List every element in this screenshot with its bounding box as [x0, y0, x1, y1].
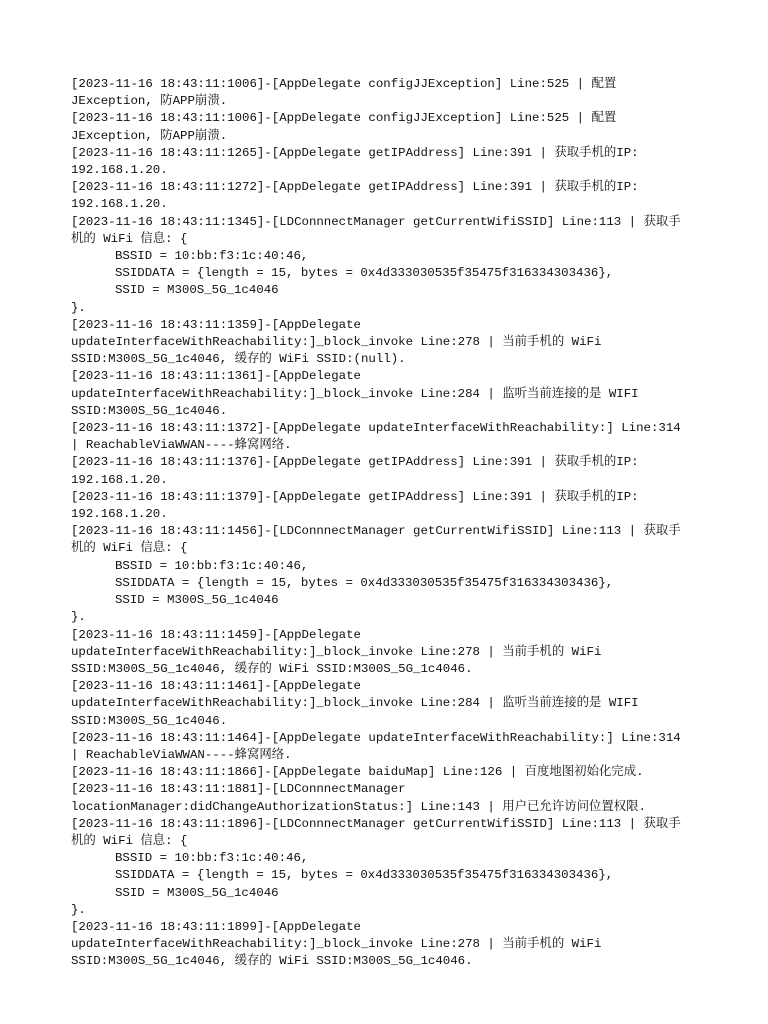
- log-line: 192.168.1.20.: [71, 507, 168, 522]
- log-document: [71, 76, 701, 971]
- log-line: SSID = M300S_5G_1c4046: [115, 283, 279, 298]
- log-entry: [71, 523, 701, 626]
- log-line: }.: [71, 610, 86, 625]
- log-line: [2023-11-16 18:43:11:1899]-[AppDelegate: [71, 919, 361, 934]
- log-line: [2023-11-16 18:43:11:1379]-[AppDelegate getIPAddress] Line:391 | 获取手机的IP:: [71, 489, 639, 504]
- log-entry: [71, 145, 701, 179]
- log-line: locationManager:didChangeAuthorizationStatus:] Line:143 | 用户已允许访问位置权限.: [71, 799, 646, 814]
- log-entry: [71, 454, 701, 488]
- log-line: [2023-11-16 18:43:11:1376]-[AppDelegate getIPAddress] Line:391 | 获取手机的IP:: [71, 455, 639, 470]
- log-line: [2023-11-16 18:43:11:1272]-[AppDelegate getIPAddress] Line:391 | 获取手机的IP:: [71, 180, 639, 195]
- log-line: 192.168.1.20.: [71, 472, 168, 487]
- log-line: 192.168.1.20.: [71, 197, 168, 212]
- log-entry: [71, 420, 701, 454]
- log-line: 机的 WiFi 信息: {: [71, 541, 188, 556]
- log-line: 机的 WiFi 信息: {: [71, 833, 188, 848]
- log-line: JException, 防APP崩溃.: [71, 128, 228, 143]
- log-line: BSSID = 10:bb:f3:1c:40:46,: [115, 249, 309, 264]
- log-entry: [71, 781, 701, 815]
- log-line: updateInterfaceWithReachability:]_block_invoke Line:278 | 当前手机的 WiFi: [71, 937, 602, 952]
- log-entry: [71, 730, 701, 764]
- log-line: [2023-11-16 18:43:11:1866]-[AppDelegate baiduMap] Line:126 | 百度地图初始化完成.: [71, 765, 644, 780]
- log-line: [2023-11-16 18:43:11:1896]-[LDConnnectManager getCurrentWifiSSID] Line:113 | 获取手: [71, 816, 681, 831]
- log-line: [2023-11-16 18:43:11:1461]-[AppDelegate: [71, 679, 361, 694]
- log-line: SSID = M300S_5G_1c4046: [115, 885, 279, 900]
- log-entry: [71, 678, 701, 730]
- log-line: [2023-11-16 18:43:11:1464]-[AppDelegate updateInterfaceWithReachability:] Line:314: [71, 730, 681, 745]
- log-line: | ReachableViaWWAN----蜂窝网络.: [71, 438, 292, 453]
- log-entry: [71, 816, 701, 919]
- log-line: updateInterfaceWithReachability:]_block_invoke Line:278 | 当前手机的 WiFi: [71, 335, 602, 350]
- log-line: [2023-11-16 18:43:11:1006]-[AppDelegate configJJException] Line:525 | 配置: [71, 77, 617, 91]
- log-entry: [71, 76, 701, 110]
- log-line: updateInterfaceWithReachability:]_block_invoke Line:284 | 监听当前连接的是 WIFI: [71, 696, 639, 711]
- log-line: SSID:M300S_5G_1c4046, 缓存的 WiFi SSID:M300S_5G_1c4046.: [71, 661, 473, 676]
- log-line: BSSID = 10:bb:f3:1c:40:46,: [115, 558, 309, 573]
- log-line: SSIDDATA = {length = 15, bytes = 0x4d333030535f35475f316334303436},: [115, 266, 614, 281]
- log-entry: [71, 110, 701, 144]
- log-line: SSID:M300S_5G_1c4046.: [71, 713, 228, 728]
- log-line: [2023-11-16 18:43:11:1265]-[AppDelegate getIPAddress] Line:391 | 获取手机的IP:: [71, 145, 639, 160]
- log-line: [2023-11-16 18:43:11:1006]-[AppDelegate configJJException] Line:525 | 配置: [71, 111, 617, 126]
- log-line: BSSID = 10:bb:f3:1c:40:46,: [115, 851, 309, 866]
- log-entry: [71, 489, 701, 523]
- log-line: [2023-11-16 18:43:11:1459]-[AppDelegate: [71, 627, 361, 642]
- log-line: | ReachableViaWWAN----蜂窝网络.: [71, 747, 292, 762]
- log-line: [2023-11-16 18:43:11:1359]-[AppDelegate: [71, 317, 361, 332]
- log-line: [2023-11-16 18:43:11:1361]-[AppDelegate: [71, 369, 361, 384]
- log-line: 机的 WiFi 信息: {: [71, 231, 188, 246]
- log-line: SSID:M300S_5G_1c4046, 缓存的 WiFi SSID:M300S_5G_1c4046.: [71, 954, 473, 969]
- log-line: updateInterfaceWithReachability:]_block_invoke Line:284 | 监听当前连接的是 WIFI: [71, 386, 639, 401]
- log-line: [2023-11-16 18:43:11:1456]-[LDConnnectManager getCurrentWifiSSID] Line:113 | 获取手: [71, 524, 681, 539]
- log-entry: [71, 214, 701, 317]
- log-line: }.: [71, 902, 86, 917]
- log-line: updateInterfaceWithReachability:]_block_invoke Line:278 | 当前手机的 WiFi: [71, 644, 602, 659]
- log-entry: [71, 368, 701, 420]
- log-line: JException, 防APP崩溃.: [71, 94, 228, 109]
- log-line: [2023-11-16 18:43:11:1345]-[LDConnnectManager getCurrentWifiSSID] Line:113 | 获取手: [71, 214, 681, 229]
- log-entry: [71, 317, 701, 369]
- log-line: SSID:M300S_5G_1c4046.: [71, 403, 228, 418]
- log-entry: [71, 764, 701, 781]
- log-line: SSIDDATA = {length = 15, bytes = 0x4d333030535f35475f316334303436},: [115, 575, 614, 590]
- log-line: 192.168.1.20.: [71, 163, 168, 178]
- log-line: [2023-11-16 18:43:11:1372]-[AppDelegate updateInterfaceWithReachability:] Line:314: [71, 421, 681, 436]
- log-line: }.: [71, 300, 86, 315]
- log-line: [2023-11-16 18:43:11:1881]-[LDConnnectManager: [71, 782, 406, 797]
- log-line: SSIDDATA = {length = 15, bytes = 0x4d333030535f35475f316334303436},: [115, 868, 614, 883]
- log-entry: [71, 919, 701, 971]
- log-line: SSID = M300S_5G_1c4046: [115, 593, 279, 608]
- log-entry: [71, 179, 701, 213]
- log-line: SSID:M300S_5G_1c4046, 缓存的 WiFi SSID:(null).: [71, 352, 406, 367]
- log-entry: [71, 627, 701, 679]
